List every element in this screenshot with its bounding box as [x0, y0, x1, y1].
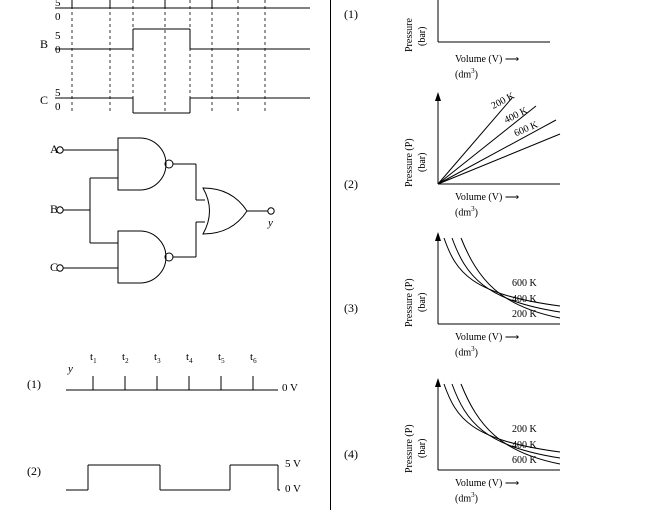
graph-2-curve-label-200k: 200 K	[489, 90, 517, 112]
waveform-option-2-level-5v: 5 V	[285, 458, 301, 470]
waveform-option-1-level-0v: 0 V	[282, 382, 298, 394]
graph-4-xlabel: Volume (V) ⟶	[455, 478, 520, 489]
graph-4-curve-label-200k: 200 K	[512, 424, 537, 435]
graph-2-xlabel: Volume (V) ⟶	[455, 192, 520, 203]
graph-3-ylabel-units: (bar)	[417, 292, 428, 312]
panel-divider	[330, 0, 331, 510]
time-mark-t3: $t_3$	[154, 351, 161, 366]
graph-2-curve-label-400k: 400 K	[502, 105, 530, 126]
time-mark-t2: $t_2$	[122, 351, 129, 366]
timing-diagram	[0, 0, 330, 130]
graph-3-curve-label-600k: 600 K	[512, 278, 537, 289]
signal-a-low-label: 0	[55, 11, 61, 23]
graph-4-curve-label-400k: 400 K	[512, 440, 537, 451]
circuit-input-a-label: A	[50, 142, 59, 156]
waveform-option-2-number: (2)	[27, 464, 41, 478]
graph-3-curve-label-200k: 200 K	[512, 309, 537, 320]
circuit-input-b-label: B	[50, 202, 59, 216]
graph-3-xlabel: Volume (V) ⟶	[455, 332, 520, 343]
graph-1-xlabel: Volume (V) ⟶	[455, 54, 520, 65]
signal-c-low-label: 0	[55, 101, 61, 113]
signal-a-high-label: 5	[55, 0, 61, 9]
graph-2-xlabel-units: $(dm^3)$	[455, 205, 478, 219]
circuit-input-c-label: C	[50, 260, 59, 274]
waveform-option-2-graphic	[0, 445, 330, 515]
graph-4-ylabel: Pressure (P)	[404, 424, 415, 473]
graph-2-ylabel-units: (bar)	[417, 152, 428, 172]
graph-1-xlabel-units: $(dm^3)$	[455, 67, 478, 81]
waveform-option-1-signal-label: y	[68, 363, 73, 375]
waveform-option-2-level-0v: 0 V	[285, 483, 301, 495]
time-mark-t5: $t_5$	[218, 351, 225, 366]
graph-2-number: (2)	[344, 177, 358, 191]
graph-3-xlabel-units: $(dm^3)$	[455, 345, 478, 359]
graph-1-ylabel-units: (bar)	[417, 26, 428, 46]
graph-2-curve-label-600k: 600 K	[512, 119, 540, 140]
graph-4-number: (4)	[344, 447, 358, 461]
graph-4-ylabel-units: (bar)	[417, 438, 428, 458]
graph-3-ylabel: Pressure (P)	[404, 278, 415, 327]
graph-4-curve-label-600k: 600 K	[512, 455, 537, 466]
graph-4-xlabel-units: $(dm^3)$	[455, 491, 478, 505]
graph-2-ylabel: Pressure (P)	[404, 138, 415, 187]
signal-c-high-label: 5	[55, 87, 61, 99]
waveform-option-1-number: (1)	[27, 377, 41, 391]
graph-3-curve-label-400k: 400 K	[512, 294, 537, 305]
time-mark-t4: $t_4$	[186, 351, 193, 366]
signal-c-name: C	[40, 93, 49, 107]
time-mark-t6: $t_6$	[250, 351, 257, 366]
signal-b-high-label: 5	[55, 30, 61, 42]
signal-b-name: B	[40, 37, 49, 51]
signal-b-low-label: 0	[55, 44, 61, 56]
graph-3-number: (3)	[344, 301, 358, 315]
circuit-output-y-label: y	[268, 217, 273, 229]
time-mark-t1: $t_1$	[90, 351, 97, 366]
waveform-option-1-graphic	[0, 352, 330, 412]
graph-1-ylabel: Pressure	[404, 18, 415, 52]
graph-1-number: (1)	[344, 7, 358, 21]
